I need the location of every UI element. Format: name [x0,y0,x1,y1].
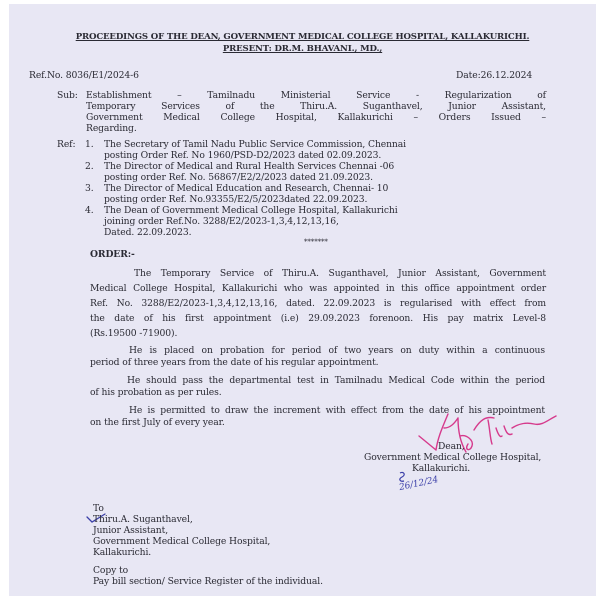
subject-label: Sub: [57,90,78,101]
reference-number-1: 1. [85,139,94,150]
document-title: PROCEEDINGS OF THE DEAN, GOVERNMENT MEDICAL COLLEGE HOSPITAL, KALLAKURICHI. [75,32,530,42]
reference-line: posting order Ref. No.93355/E2/5/2023dated 22.09.2023. [104,194,368,205]
separator-asterisks: ******* [304,238,328,246]
reference-number-2: 2. [85,161,94,172]
order-line: Ref. No. 3288/E2/2023-1,3,4,12,13,16, dated. 22.09.2023 is regularised with effect from [90,298,546,309]
subject-line: Establishment – Tamilnadu Ministerial Service - Regularization of [86,90,546,101]
reference-line: Dated. 22.09.2023. [104,227,192,238]
reference-number-4: 4. [85,205,94,216]
reference-number: Ref.No. 8036/E1/2024-6 [29,70,139,81]
reference-line: posting Order Ref. No 1960/PSD-D2/2023 dated 02.09.2023. [104,150,382,161]
order-line: period of three years from the date of his regular appointment. [90,357,379,368]
order-line: of his probation as per rules. [90,387,222,398]
order-line: on the first July of every year. [90,417,225,428]
order-line: the date of his first appointment (i.e) 29.09.2023 forenoon. His pay matrix Level-8 [90,313,546,324]
copy-to-label: Copy to [93,565,129,576]
copy-to-recipient: Pay bill section/ Service Register of the individual. [93,576,323,587]
reference-line: The Secretary of Tamil Nadu Public Service Commission, Chennai [104,139,406,150]
order-line: He is permitted to draw the increment with effect from the date of his appointment [129,405,545,416]
recipient-line: Kallakurichi. [93,547,152,558]
recipient-line: Thiru.A. Suganthavel, [93,514,193,525]
handwritten-date: 26/12/24 [398,475,440,494]
order-heading: ORDER:- [90,249,135,260]
document-page [9,4,596,596]
order-line: He should pass the departmental test in Tamilnadu Medical Code within the period [127,375,545,386]
to-label: To [93,503,104,514]
order-line: Medical College Hospital, Kallakurichi who was appointed in this office appointment order [90,283,546,294]
order-line: He is placed on probation for period of two years on duty within a continuous [129,345,545,356]
reference-line: The Director of Medical and Rural Health Services Chennai -06 [104,161,395,172]
recipient-line: Junior Assistant, [93,525,169,536]
reference-line: The Director of Medical Education and Research, Chennai- 10 [104,183,389,194]
reference-line: posting order Ref. No. 56867/E2/2/2023 dated 21.09.2023. [104,172,373,183]
reference-line: The Dean of Government Medical College Hospital, Kallakurichi [104,205,398,216]
reference-line: joining order Ref.No. 3288/E2/2023-1,3,4,12,13,16, [104,216,339,227]
order-line: The Temporary Service of Thiru.A. Suganthavel, Junior Assistant, Government [134,268,546,279]
signatory-place: Kallakurichi. [412,463,471,474]
signatory-title: Dean, [438,441,465,452]
order-line: (Rs.19500 -71900). [90,328,178,339]
subject-line: Regarding. [86,123,137,134]
present-line: PRESENT: DR.M. BHAVANI., MD., [222,44,383,54]
recipient-line: Government Medical College Hospital, [93,536,271,547]
subject-line: Government Medical College Hospital, Kallakurichi – Orders Issued – [86,112,546,123]
subject-line: Temporary Services of the Thiru.A. Suganthavel, Junior Assistant, [86,101,546,112]
references-label: Ref: [57,139,76,150]
signatory-office: Government Medical College Hospital, [364,452,542,463]
reference-number-3: 3. [85,183,94,194]
document-date: Date:26.12.2024 [456,70,533,81]
